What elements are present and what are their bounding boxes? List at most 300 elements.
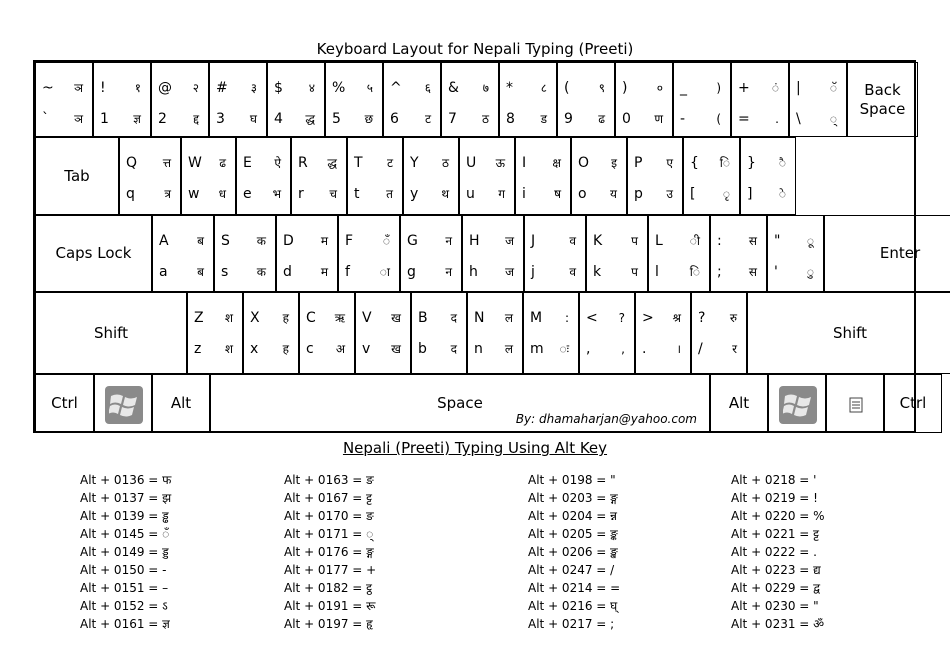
key-glyph-br: भ	[272, 187, 281, 201]
alt-code-entry: Alt + 0217 = ;	[528, 617, 615, 631]
alt-code-entry: Alt + 0198 = "	[528, 473, 616, 487]
alt-code-entry: Alt + 0161 = ज्ञ	[80, 617, 170, 631]
key-glyph-bl: /	[698, 341, 703, 357]
key-glyph-tr: ५	[366, 81, 373, 95]
alt-code-entry: Alt + 0137 = झ	[80, 491, 172, 505]
key-glyph-bl: 4	[274, 111, 283, 127]
key-glyph-tr: ँ	[382, 234, 390, 248]
key-glyph-bl: ]	[747, 186, 753, 202]
key-glyph-tl: J	[531, 233, 536, 249]
key-glyph-tl: A	[159, 233, 169, 249]
key-glyph-tr: ८	[540, 81, 547, 95]
key-glyph-br: ह	[282, 342, 289, 356]
key-ctrl[interactable]	[35, 374, 94, 433]
key-p[interactable]	[627, 137, 683, 215]
key-glyph-br: ढ	[598, 112, 605, 126]
key-glyph-tl: H	[469, 233, 480, 249]
alt-code-entry: Alt + 0205 = ङ्क	[528, 527, 618, 541]
key-windows[interactable]	[768, 374, 826, 433]
key-glyph-tl: R	[298, 155, 308, 171]
key-n[interactable]	[467, 292, 523, 374]
key-glyph-tl: %	[332, 80, 346, 96]
key-glyph-tl: )	[622, 80, 628, 96]
alt-code-entry: Alt + 0145 = ँ	[80, 527, 170, 541]
key-i[interactable]	[515, 137, 571, 215]
key-3[interactable]	[209, 62, 267, 137]
key-glyph-br: ण	[654, 112, 663, 126]
key-glyph-tr: ढ	[219, 156, 226, 170]
key-glyph-br: ा	[379, 265, 390, 279]
key-glyph-tr: ं	[771, 81, 779, 95]
key-glyph-br: ल	[504, 342, 513, 356]
key-glyph-br: ग	[498, 187, 505, 201]
alt-code-entry: Alt + 0221 = ट्ट	[731, 527, 820, 541]
key-glyph-bl: 8	[506, 111, 515, 127]
key-caps-lock[interactable]	[35, 215, 152, 292]
key-glyph-br: ञ	[74, 112, 83, 126]
key-enter[interactable]	[824, 215, 950, 292]
key-glyph-tl: Z	[194, 310, 204, 326]
key-glyph-br: .	[775, 112, 779, 126]
windows-logo-icon	[105, 386, 143, 424]
key-glyph-tr: ठ	[442, 156, 449, 170]
alt-code-entry: Alt + 0222 = .	[731, 545, 817, 559]
key-glyph-br: श	[224, 342, 233, 356]
key-glyph-br: ठ	[482, 112, 489, 126]
key-glyph-bl: 1	[100, 111, 109, 127]
key-menu[interactable]	[826, 374, 884, 433]
key-m[interactable]	[523, 292, 579, 374]
key-glyph-tr: ज	[505, 234, 514, 248]
key-glyph-tr: प	[631, 234, 638, 248]
key-glyph-tl: ^	[390, 80, 402, 96]
key-glyph-tr: ल	[504, 311, 513, 325]
key-glyph-bl: t	[354, 186, 360, 202]
key-][interactable]	[740, 137, 796, 215]
key-glyph-tl: (	[564, 80, 570, 96]
key-glyph-tl: }	[747, 155, 756, 171]
key-glyph-br: ,	[621, 342, 625, 356]
key-l[interactable]	[648, 215, 710, 292]
key-glyph-bl: l	[655, 264, 659, 280]
key-h[interactable]	[462, 215, 524, 292]
alt-code-entry: Alt + 0191 = रू	[284, 599, 376, 613]
key-q[interactable]	[119, 137, 181, 215]
key-glyph-bl: 5	[332, 111, 341, 127]
alt-code-entry: Alt + 0203 = ङ्ग	[528, 491, 618, 505]
key-1[interactable]	[93, 62, 151, 137]
author-credit: By: dhamaharjan@yahoo.com	[515, 412, 697, 426]
key-glyph-bl: .	[642, 341, 647, 357]
key-label: Alt	[170, 394, 192, 412]
key-glyph-br: ब	[197, 265, 204, 279]
key-glyph-tr: क	[256, 234, 266, 248]
key-glyph-br: े	[778, 187, 786, 201]
key-glyph-tr: द	[450, 311, 457, 325]
alt-code-entry: Alt + 0214 = =	[528, 581, 621, 595]
key-glyph-br: व	[569, 265, 576, 279]
key-glyph-bl: x	[250, 341, 259, 357]
key-glyph-tl: I	[522, 155, 527, 171]
key-glyph-br: घ	[249, 112, 257, 126]
key-glyph-tl: D	[283, 233, 294, 249]
key-glyph-tr: ?	[618, 311, 625, 325]
key-5[interactable]	[325, 62, 383, 137]
key-x[interactable]	[243, 292, 299, 374]
key-shift[interactable]	[747, 292, 950, 374]
key-glyph-tl: Q	[126, 155, 138, 171]
key-glyph-bl: ,	[586, 341, 591, 357]
key-glyph-bl: w	[188, 186, 200, 202]
key-glyph-br: छ	[364, 112, 373, 126]
key-glyph-br: त	[386, 187, 393, 201]
key-glyph-br: ज	[505, 265, 514, 279]
key-glyph-br: ि	[689, 265, 700, 279]
key-o[interactable]	[571, 137, 627, 215]
key-shift[interactable]	[35, 292, 187, 374]
key-glyph-tl: B	[418, 310, 428, 326]
key-b[interactable]	[411, 292, 467, 374]
key-glyph-bl: [	[690, 186, 696, 202]
key-glyph-tr: क्ष	[552, 156, 561, 170]
key-glyph-bl: v	[362, 341, 371, 357]
key-glyph-br: द्द	[193, 112, 199, 126]
key-glyph-tr: ९	[598, 81, 605, 95]
key-glyph-br: ्	[829, 112, 837, 126]
key-glyph-br: ु	[806, 265, 814, 279]
key-glyph-bl: `	[42, 111, 49, 127]
alt-code-column	[731, 471, 825, 633]
key-glyph-tl: U	[466, 155, 477, 171]
key-glyph-bl: =	[738, 111, 750, 127]
key-glyph-bl: s	[221, 264, 229, 280]
key-4[interactable]	[267, 62, 325, 137]
key-`[interactable]	[35, 62, 93, 137]
key-glyph-tr: स	[748, 234, 757, 248]
key-r[interactable]	[291, 137, 347, 215]
key-0[interactable]	[615, 62, 673, 137]
key-glyph-tr: )	[716, 81, 721, 95]
alt-code-column	[528, 471, 620, 633]
key-glyph-tr: त्त	[162, 156, 171, 170]
alt-code-entry: Alt + 0151 = –	[80, 581, 169, 595]
alt-code-entry: Alt + 0170 = ङ	[284, 509, 374, 523]
key-glyph-tl: L	[655, 233, 663, 249]
alt-code-entry: Alt + 0247 = /	[528, 563, 615, 577]
alt-code-column	[284, 471, 376, 633]
key-glyph-tl: X	[250, 310, 260, 326]
key-f[interactable]	[338, 215, 400, 292]
alt-code-entry: Alt + 0136 = फ	[80, 473, 172, 487]
key-glyph-bl: -	[680, 111, 686, 127]
key-k[interactable]	[586, 215, 648, 292]
key-glyph-br: ध	[218, 187, 226, 201]
key-glyph-bl: c	[306, 341, 314, 357]
alt-code-entry: Alt + 0206 = ङ्ख	[528, 545, 618, 559]
key-glyph-tl: @	[158, 80, 172, 96]
key-glyph-tl: "	[774, 233, 781, 249]
key-tab[interactable]	[35, 137, 119, 215]
key-glyph-tl: Y	[410, 155, 419, 171]
key-c[interactable]	[299, 292, 355, 374]
key-label: Shift	[832, 323, 868, 342]
key-glyph-tr: १	[134, 81, 141, 95]
key-glyph-tl: <	[586, 310, 598, 326]
key-u[interactable]	[459, 137, 515, 215]
key-glyph-tr: म	[320, 234, 328, 248]
key-glyph-tl: E	[243, 155, 252, 171]
key-glyph-bl: q	[126, 186, 135, 202]
key-label: Caps Lock	[55, 244, 132, 262]
key-glyph-tr: ञ	[74, 81, 83, 95]
key-back-space[interactable]	[847, 62, 918, 137]
alt-code-entry: Alt + 0231 = ॐ	[731, 617, 825, 631]
key-glyph-bl: j	[531, 264, 535, 280]
key-label: Enter	[879, 244, 921, 262]
key-glyph-bl: h	[469, 264, 478, 280]
key-glyph-tl: {	[690, 155, 699, 171]
key-glyph-tr: व	[569, 234, 576, 248]
key-glyph-tl: S	[221, 233, 230, 249]
key-glyph-tr: ऐ	[274, 156, 281, 170]
key-glyph-br: न	[445, 265, 452, 279]
key-a[interactable]	[152, 215, 214, 292]
key-glyph-tl: !	[100, 80, 106, 96]
key-glyph-br: ड	[540, 112, 547, 126]
alt-code-entry: Alt + 0163 = ङ	[284, 473, 374, 487]
key-glyph-bl: 7	[448, 111, 457, 127]
key-v[interactable]	[355, 292, 411, 374]
key-space[interactable]	[210, 374, 710, 433]
key-2[interactable]	[151, 62, 209, 137]
page-title: Keyboard Layout for Nepali Typing (Preeti)	[316, 40, 634, 58]
key-glyph-tl: ?	[698, 310, 706, 326]
key-glyph-tl: N	[474, 310, 485, 326]
key-glyph-br: द	[450, 342, 457, 356]
key-windows[interactable]	[94, 374, 152, 433]
alt-code-column	[80, 471, 171, 633]
key-glyph-bl: 3	[216, 111, 225, 127]
key-glyph-bl: '	[774, 264, 778, 280]
key-glyph-tl: $	[274, 80, 283, 96]
key-glyph-br: म	[320, 265, 328, 279]
key-glyph-tl: #	[216, 80, 228, 96]
key-glyph-bl: 2	[158, 111, 167, 127]
keyboard	[33, 60, 927, 433]
key-label: Ctrl	[51, 394, 78, 412]
key-glyph-tr: ब	[197, 234, 204, 248]
key-glyph-tr: ३	[250, 81, 257, 95]
key-d[interactable]	[276, 215, 338, 292]
alt-code-entry: Alt + 0182 = ट्ठ	[284, 581, 373, 595]
alt-key-title: Nepali (Preeti) Typing Using Alt Key	[342, 439, 608, 457]
key-glyph-br: उ	[666, 187, 673, 201]
key-glyph-tr: श्र	[672, 311, 681, 325]
key-y[interactable]	[403, 137, 459, 215]
key-glyph-tl: T	[354, 155, 363, 171]
alt-code-entry: Alt + 0149 = ड्ड	[80, 545, 169, 559]
key-,[interactable]	[579, 292, 635, 374]
key-glyph-bl: i	[522, 186, 526, 202]
key-w[interactable]	[181, 137, 236, 215]
key-glyph-bl: b	[418, 341, 427, 357]
key-glyph-tl: |	[796, 80, 801, 96]
key-\[interactable]	[789, 62, 847, 137]
key-glyph-bl: 6	[390, 111, 399, 127]
key-glyph-br: च	[329, 187, 337, 201]
key-glyph-tr: ॅ	[829, 81, 837, 95]
key-glyph-bl: u	[466, 186, 475, 202]
key-/[interactable]	[691, 292, 747, 374]
key-glyph-tr: द्ध	[327, 156, 337, 170]
key-glyph-br: क	[256, 265, 266, 279]
key-glyph-br: ख	[391, 342, 401, 356]
key-.[interactable]	[635, 292, 691, 374]
key-glyph-tl: F	[345, 233, 354, 249]
alt-code-entry: Alt + 0220 = %	[731, 509, 825, 523]
key-label: Tab	[64, 166, 90, 185]
key-s[interactable]	[214, 215, 276, 292]
key-label: Alt	[728, 394, 750, 412]
key-label: Ctrl	[899, 394, 927, 412]
key-glyph-tr: ७	[482, 81, 489, 95]
menu-icon	[849, 397, 863, 417]
windows-logo-icon	[779, 386, 817, 424]
alt-code-entry: Alt + 0167 = ट्ट	[284, 491, 373, 505]
key-glyph-br: ट	[424, 112, 431, 126]
key-glyph-tr: ए	[666, 156, 673, 170]
key-glyph-tr: ऊ	[495, 156, 505, 170]
key-glyph-tl: _	[680, 80, 687, 96]
key-j[interactable]	[524, 215, 586, 292]
key-label: Shift	[93, 323, 129, 342]
key-glyph-tl: &	[448, 80, 459, 96]
alt-code-entry: Alt + 0230 = "	[731, 599, 819, 613]
key-glyph-tr: ि	[719, 156, 730, 170]
key-glyph-bl: m	[530, 341, 544, 357]
key-glyph-br: प	[631, 265, 638, 279]
key-;[interactable]	[710, 215, 767, 292]
key-glyph-br: ः	[559, 342, 569, 356]
key-glyph-br: ज्ञ	[133, 112, 141, 126]
key-glyph-tl: >	[642, 310, 654, 326]
key-glyph-tr: :	[564, 311, 569, 325]
key-label: Back Space	[859, 80, 906, 118]
key-glyph-tl: W	[188, 155, 202, 171]
key-glyph-br: र	[732, 342, 737, 356]
key-glyph-bl: \	[796, 111, 801, 127]
key-glyph-tr: रु	[729, 311, 737, 325]
key-glyph-tl: V	[362, 310, 372, 326]
key-glyph-tr: ६	[424, 81, 431, 95]
key-glyph-tr: ह	[282, 311, 289, 325]
key-ctrl[interactable]	[884, 374, 942, 433]
key-glyph-tl: +	[738, 80, 750, 96]
alt-code-entry: Alt + 0223 = द्य	[731, 563, 821, 577]
key-glyph-bl: g	[407, 264, 416, 280]
key-glyph-tl: O	[578, 155, 590, 171]
key-glyph-tl: P	[634, 155, 643, 171]
key-alt[interactable]	[152, 374, 210, 433]
key-'[interactable]	[767, 215, 824, 292]
alt-code-entry: Alt + 0176 = ङ्ग	[284, 545, 374, 559]
key-glyph-bl: z	[194, 341, 202, 357]
key-glyph-tl: :	[717, 233, 722, 249]
key-glyph-bl: o	[578, 186, 587, 202]
key-glyph-bl: 0	[622, 111, 631, 127]
key-glyph-tr: ै	[778, 156, 786, 170]
key-glyph-tr: ०	[656, 81, 663, 95]
key-glyph-bl: 9	[564, 111, 573, 127]
key-e[interactable]	[236, 137, 291, 215]
alt-code-entry: Alt + 0204 = न्न	[528, 509, 617, 523]
alt-code-entry: Alt + 0219 = !	[731, 491, 818, 505]
key-glyph-br: ।	[676, 342, 681, 356]
key-6[interactable]	[383, 62, 441, 137]
key-glyph-tl: M	[530, 310, 543, 326]
key-glyph-bl: d	[283, 264, 292, 280]
key-glyph-tr: ख	[391, 311, 401, 325]
key-glyph-tr: ू	[806, 234, 814, 248]
key-7[interactable]	[441, 62, 499, 137]
alt-code-entry: Alt + 0216 = घ्	[528, 599, 618, 613]
key-glyph-br: (	[716, 112, 721, 126]
key-=[interactable]	[731, 62, 789, 137]
key-glyph-bl: f	[345, 264, 350, 280]
key-glyph-tl: ~	[42, 80, 54, 96]
key-glyph-bl: r	[298, 186, 304, 202]
key-g[interactable]	[400, 215, 462, 292]
key-glyph-tl: K	[593, 233, 603, 249]
alt-code-entry: Alt + 0218 = '	[731, 473, 817, 487]
key-glyph-br: स	[748, 265, 757, 279]
key-glyph-bl: p	[634, 186, 643, 202]
key--[interactable]	[673, 62, 731, 137]
alt-code-entry: Alt + 0177 = +	[284, 563, 377, 577]
key-8[interactable]	[499, 62, 557, 137]
key-glyph-tr: ट	[386, 156, 393, 170]
key-glyph-tr: न	[445, 234, 452, 248]
key-glyph-bl: ;	[717, 264, 722, 280]
key-glyph-br: थ	[441, 187, 449, 201]
key-glyph-bl: n	[474, 341, 483, 357]
key-glyph-tl: *	[506, 80, 513, 96]
key-[[interactable]	[683, 137, 740, 215]
alt-code-entry: Alt + 0139 = ड्ढ	[80, 509, 169, 523]
alt-code-entry: Alt + 0152 = ऽ	[80, 599, 168, 613]
key-glyph-tr: श	[224, 311, 233, 325]
key-glyph-tr: ४	[308, 81, 315, 95]
alt-code-entry: Alt + 0229 = द्व	[731, 581, 821, 595]
key-glyph-br: त्र	[164, 187, 171, 201]
key-glyph-bl: k	[593, 264, 602, 280]
key-glyph-tr: इ	[611, 156, 617, 170]
key-glyph-br: ृ	[722, 187, 730, 201]
key-label: Space	[437, 394, 483, 412]
key-glyph-br: द्ध	[305, 112, 315, 126]
key-z[interactable]	[187, 292, 243, 374]
key-glyph-bl: y	[410, 186, 419, 202]
key-alt[interactable]	[710, 374, 768, 433]
key-glyph-br: अ	[335, 342, 345, 356]
key-glyph-bl: e	[243, 186, 252, 202]
key-glyph-br: ष	[554, 187, 561, 201]
alt-code-entry: Alt + 0197 = हृ	[284, 617, 373, 631]
key-glyph-tl: C	[306, 310, 316, 326]
key-9[interactable]	[557, 62, 615, 137]
key-t[interactable]	[347, 137, 403, 215]
alt-code-entry: Alt + 0171 = ्	[284, 527, 374, 541]
